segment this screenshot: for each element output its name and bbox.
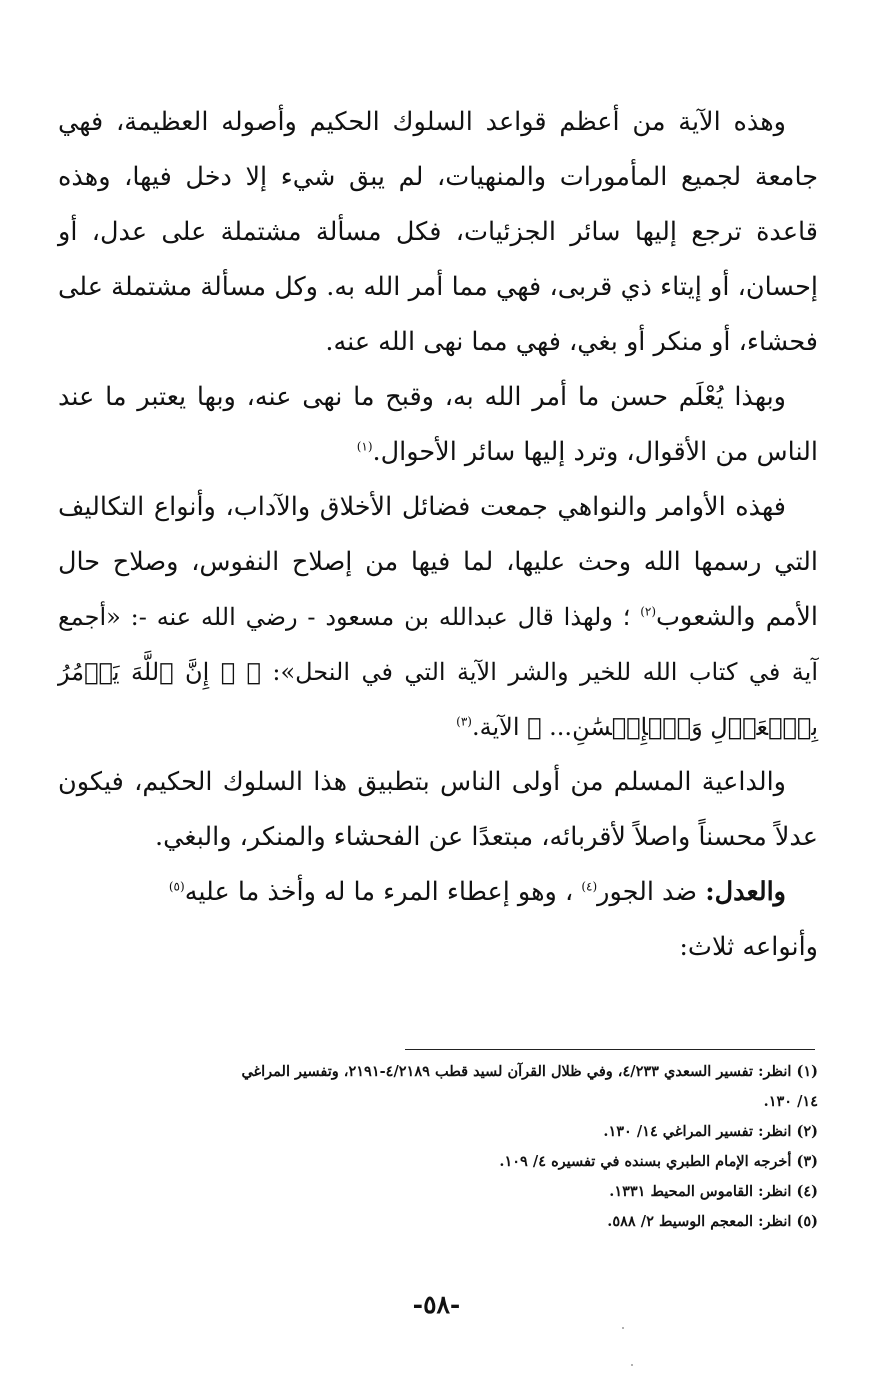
footnote-ref-4: (٤) xyxy=(581,879,598,894)
paragraph-5-part-2: ، وهو إعطاء المرء ما له وأخذ ما عليه xyxy=(184,877,582,907)
footnote-2: (٢) انظر: تفسير المراغي ١٤/ ١٣٠. xyxy=(603,1123,818,1140)
main-text xyxy=(58,95,818,975)
paragraph-2 xyxy=(58,370,818,480)
paragraph-3 xyxy=(58,480,818,755)
footnotes xyxy=(58,1057,818,1237)
footnote-5: (٥) انظر: المعجم الوسيط ٢/ ٥٨٨. xyxy=(607,1213,818,1230)
footnote-3: (٣) أخرجه الإمام الطبري بسنده في تفسيره ٤/ ١٠٩. xyxy=(499,1153,818,1170)
paragraph-6: وأنواعه ثلاث: xyxy=(679,932,818,962)
paragraph-1: وهذه الآية من أعظم قواعد السلوك الحكيم وأصوله العظيمة، فهي جامعة لجميع المأمورات والمنهيات، لم يبق شيء إلا دخل فيها، وهذه قاعدة ترجع إليها سائر الجزئيات، فكل مسألة مشتملة على عدل، أو إحسان، أو إيتاء ذي قربى، فهي مما أمر الله به. وكل مسألة مشتملة على فحشاء، أو منكر أو بغي، فهي مما نهى الله عنه. xyxy=(58,107,818,357)
footnote-ref-3: (٣) xyxy=(456,714,472,729)
paragraph-4: والداعية المسلم من أولى الناس بتطبيق هذا السلوك الحكيم، فيكون عدلاً محسناً واصلاً لأقربائه، مبتعدًا عن الفحشاء والمنكر، والبغي. xyxy=(58,767,818,852)
paragraph-5-part-1: ضد الجور xyxy=(597,877,706,907)
footnote-ref-2: (٢) xyxy=(640,604,657,619)
paragraph-3-part-1: فهذه الأوامر والنواهي جمعت فضائل الأخلاق والآداب، وأنواع التكاليف التي رسمها الله وحث عليها، لما فيها من إصلاح النفوس، وصلاح حال الأمم والشعوب xyxy=(58,492,819,632)
footnote-ref-1: (١) xyxy=(356,439,373,454)
footnote-ref-5: (٥) xyxy=(168,879,185,894)
footnote-separator xyxy=(405,1049,815,1050)
footnote-1: (١) انظر: تفسير السعدي ٤/٢٣٣، وفي ظلال القرآن لسيد قطب ٤/٢١٨٩-٢١٩١، وتفسير المراغي xyxy=(241,1063,818,1080)
page-number: -٥٨- xyxy=(412,1290,461,1319)
paragraph-3-part-2-with-verse: ؛ ولهذا قال عبدالله بن مسعود - رضي الله عنه -: «أجمع آية في كتاب الله للخير والشر الآية التي في النحل»: ﴿ ۞ إِنَّ ٱللَّهَ يَأۡمُرُ بِٱلۡعَدۡلِ وَٱلۡإِحۡسَٰنِ... ﴾ الآية. xyxy=(58,603,818,741)
footnote-4: (٤) انظر: القاموس المحيط ١٣٣١. xyxy=(609,1183,818,1200)
scan-specks xyxy=(620,1325,640,1375)
paragraph-5 xyxy=(58,865,818,920)
paragraph-2-text: وبهذا يُعْلَم حسن ما أمر الله به، وقبح ما نهى عنه، وبها يعتبر ما عند الناس من الأقوال، وترد إليها سائر الأحوال. xyxy=(58,382,818,467)
definition-term: والعدل: xyxy=(705,877,786,907)
footnote-1-continuation: ١٤/ ١٣٠. xyxy=(763,1093,818,1110)
